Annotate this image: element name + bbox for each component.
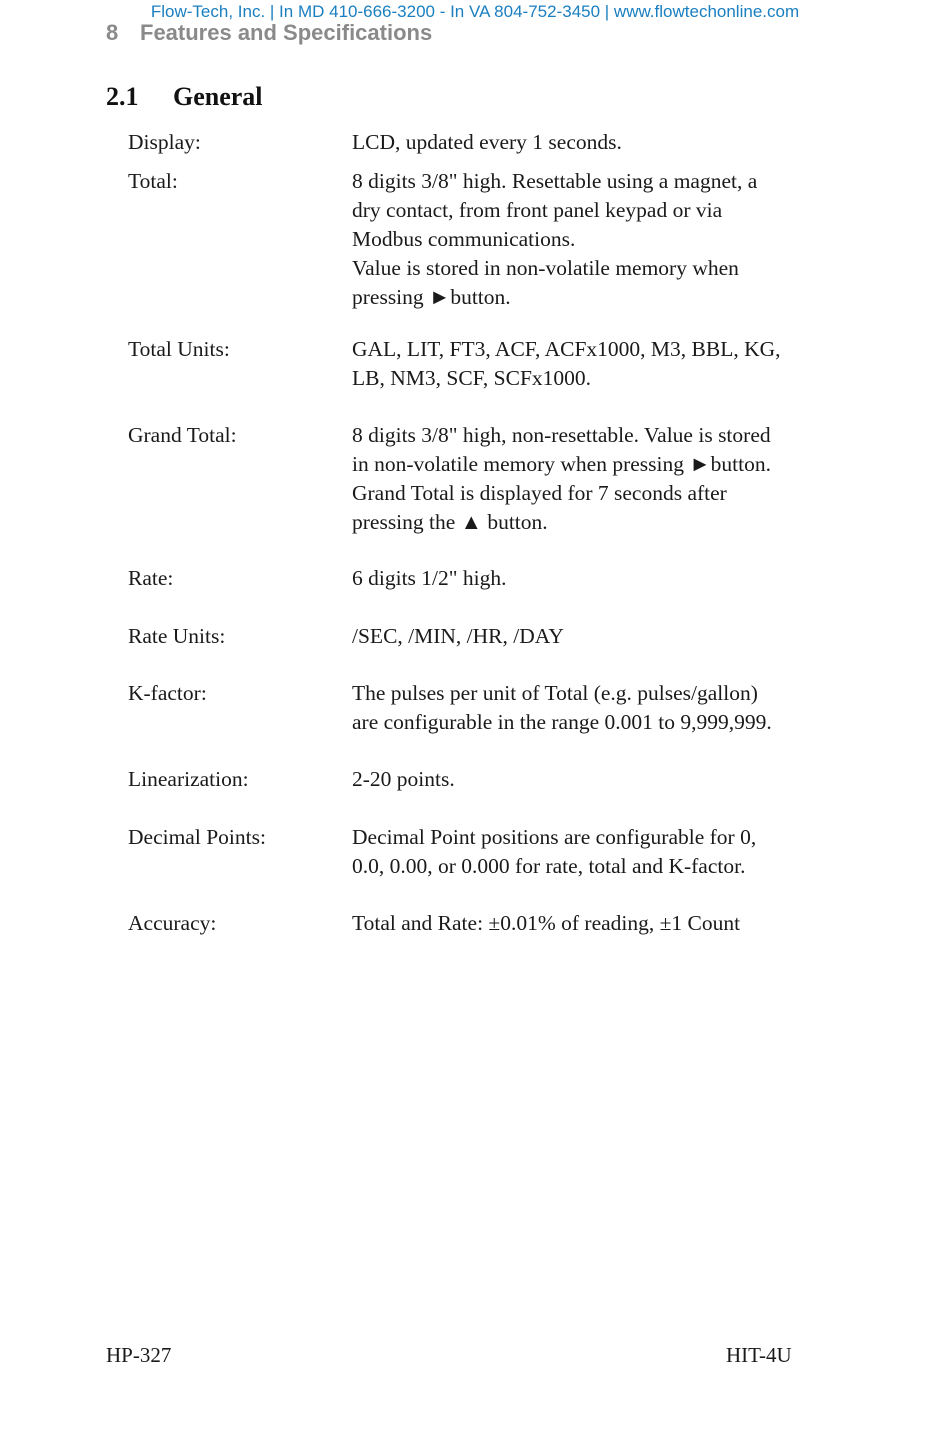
spec-label: Rate:: [128, 566, 174, 590]
spec-value: [352, 823, 852, 881]
spec-label: Decimal Points:: [128, 825, 266, 849]
spec-value-line: The pulses per unit of Total (e.g. pulses/gallon): [352, 681, 758, 705]
spec-value-line: LCD, updated every 1 seconds.: [352, 130, 622, 154]
spec-value-line: LB, NM3, SCF, SCFx1000.: [352, 366, 592, 390]
spec-value: [352, 679, 852, 737]
spec-value-line: Grand Total is displayed for 7 seconds after: [352, 481, 727, 505]
chapter-title: Features and Specifications: [140, 20, 433, 45]
spec-value: [352, 564, 852, 593]
spec-label: Grand Total:: [128, 423, 237, 447]
spec-value: [352, 335, 852, 393]
spec-value-line: 6 digits 1/2" high.: [352, 566, 507, 590]
footer-model-name: HIT-4U: [726, 1343, 792, 1367]
chapter-number: 8: [106, 20, 119, 45]
spec-value: [352, 909, 852, 938]
spec-value-line: 8 digits 3/8" high, non-resettable. Value is stored: [352, 423, 771, 447]
spec-value-line: Decimal Point positions are configurable for 0,: [352, 825, 757, 849]
spec-value-line: GAL, LIT, FT3, ACF, ACFx1000, M3, BBL, KG,: [352, 337, 781, 361]
spec-value-line: 0.0, 0.00, or 0.000 for rate, total and K-factor.: [352, 854, 746, 878]
spec-value: [352, 622, 852, 651]
spec-value-line: are configurable in the range 0.001 to 9,999,999.: [352, 710, 772, 734]
spec-label: Linearization:: [128, 767, 249, 791]
spec-value: [352, 765, 852, 794]
footer-document-number: HP-327: [106, 1343, 172, 1367]
spec-value-line: 8 digits 3/8" high. Resettable using a magnet, a: [352, 169, 758, 193]
section-heading: [106, 82, 263, 112]
spec-value: [352, 128, 852, 157]
spec-value-line: dry contact, from front panel keypad or via: [352, 198, 723, 222]
spec-value-line: in non-volatile memory when pressing ►button.: [352, 452, 771, 476]
spec-value-line: Modbus communications.: [352, 227, 576, 251]
spec-value-line: 2-20 points.: [352, 767, 455, 791]
section-number: 2.1: [106, 82, 139, 111]
spec-value: [352, 421, 852, 537]
spec-label: Total Units:: [128, 337, 230, 361]
section-title: General: [173, 82, 263, 111]
spec-value-line: Total and Rate: ±0.01% of reading, ±1 Count: [352, 911, 741, 935]
spec-value-line: pressing ►button.: [352, 285, 511, 309]
spec-label: Rate Units:: [128, 624, 226, 648]
spec-label: Accuracy:: [128, 911, 217, 935]
spec-label: Display:: [128, 130, 201, 154]
spec-value-line: Value is stored in non-volatile memory when: [352, 256, 739, 280]
company-banner: Flow-Tech, Inc. | In MD 410-666-3200 - In VA 804-752-3450 | www.flowtechonline.com: [150, 2, 800, 21]
spec-label: K-factor:: [128, 681, 207, 705]
spec-value: [352, 167, 852, 312]
spec-label: Total:: [128, 169, 178, 193]
spec-value-line: pressing the ▲ button.: [352, 510, 548, 534]
spec-value-line: /SEC, /MIN, /HR, /DAY: [352, 624, 564, 648]
chapter-header: [106, 20, 432, 46]
